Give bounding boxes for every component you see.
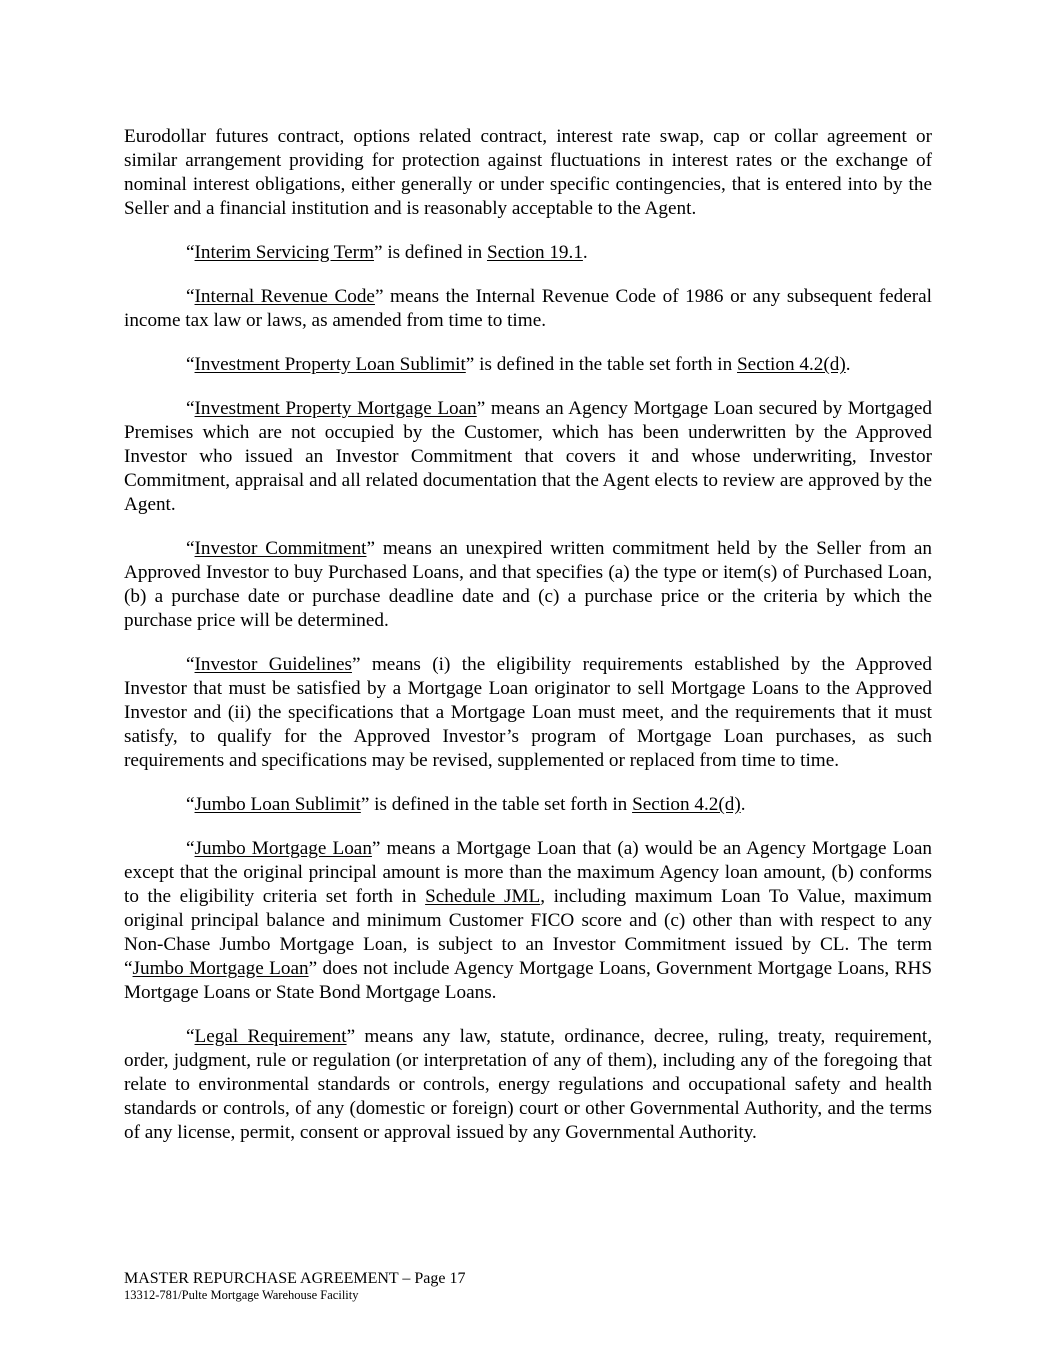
section-reference: Section 4.2(d) [737,354,846,375]
defined-term-repeat: Jumbo Mortgage Loan [132,958,309,979]
section-reference: Section 4.2(d) [632,794,741,815]
footer-title: MASTER REPURCHASE AGREEMENT – Page 17 [124,1270,466,1287]
defined-term: Interim Servicing Term [194,242,375,263]
definition-investor-commitment: “Investor Commitment” means an unexpired written commitment held by the Seller from an Approved Investor to buy Purchased Loans, and that specifies (a) the type or item(s) of Purchased Loan, (b) a purchase date or purchase deadline date and (c) a purchase price or the criteria by which the purchase price will be determined. [124,538,932,631]
definition-investment-property-loan-sublimit: “Investment Property Loan Sublimit” is defined in the table set forth in Section 4.2(d). [186,354,851,375]
schedule-reference: Schedule JML [425,886,541,907]
definition-legal-requirement: “Legal Requirement” means any law, statute, ordinance, decree, ruling, treaty, requirement, order, judgment, rule or regulation (or interpretation of any of them), including any of the foregoing that relate to environmental standards or controls, energy regulations and occupational safety and health standards or controls, of any (domestic or foreign) court or other Governmental Authority, and the terms of any license, permit, consent or approval issued by any Governmental Authority. [124,1026,932,1143]
definition-interim-servicing-term: “Interim Servicing Term” is defined in Section 19.1. [186,242,588,263]
page-footer [124,1269,466,1303]
definition-internal-revenue-code: “Internal Revenue Code” means the Internal Revenue Code of 1986 or any subsequent federal income tax law or laws, as amended from time to time. [124,286,932,331]
defined-term: Investment Property Loan Sublimit [194,354,466,375]
definition-investment-property-mortgage-loan: “Investment Property Mortgage Loan” means an Agency Mortgage Loan secured by Mortgaged Premises which are not occupied by the Customer, which has been underwritten by the Approved Investor who issued an Investor Commitment that covers it and whose underwriting, Investor Commitment, appraisal and all related documentation that the Agent elects to review are approved by the Agent. [124,398,932,515]
defined-term: Jumbo Mortgage Loan [194,838,372,859]
continuation-paragraph: Eurodollar futures contract, options related contract, interest rate swap, cap or collar agreement or similar arrangement providing for protection against fluctuations in interest rates or the exchange of nominal interest obligations, either generally or under specific contingencies, that is entered into by the Seller and a financial institution and is reasonably acceptable to the Agent. [124,126,932,219]
definition-investor-guidelines: “Investor Guidelines” means (i) the eligibility requirements established by the Approved Investor that must be satisfied by a Mortgage Loan originator to sell Mortgage Loans to the Approved Investor and (ii) the specifications that a Mortgage Loan must meet, and the requirements that it must satisfy, to qualify for the Approved Investor’s program of Mortgage Loan purchases, as such requirements and specifications may be revised, supplemented or replaced from time to time. [124,654,933,771]
defined-term: Internal Revenue Code [194,286,375,307]
defined-term: Investor Guidelines [194,654,352,675]
defined-term: Investment Property Mortgage Loan [194,398,477,419]
definition-jumbo-loan-sublimit: “Jumbo Loan Sublimit” is defined in the table set forth in Section 4.2(d). [186,794,746,815]
defined-term: Legal Requirement [194,1026,347,1047]
definition-jumbo-mortgage-loan: “Jumbo Mortgage Loan” means a Mortgage Loan that (a) would be an Agency Mortgage Loan except that the original principal amount is more than the maximum Agency loan amount, (b) conforms to the eligibility criteria set forth in Schedule JML, including maximum Loan To Value, maximum original principal balance and minimum Customer FICO score and (c) other than with respect to any Non-Chase Jumbo Mortgage Loan, is subject to an Investor Commitment issued by CL. The term “Jumbo Mortgage Loan” does not include Agency Mortgage Loans, Government Mortgage Loans, RHS Mortgage Loans or State Bond Mortgage Loans. [124,838,932,1003]
defined-term: Investor Commitment [194,538,367,559]
footer-document-reference: 13312-781/Pulte Mortgage Warehouse Facility [124,1288,359,1302]
defined-term: Jumbo Loan Sublimit [194,794,361,815]
document-body [124,125,932,1165]
section-reference: Section 19.1 [486,242,583,263]
